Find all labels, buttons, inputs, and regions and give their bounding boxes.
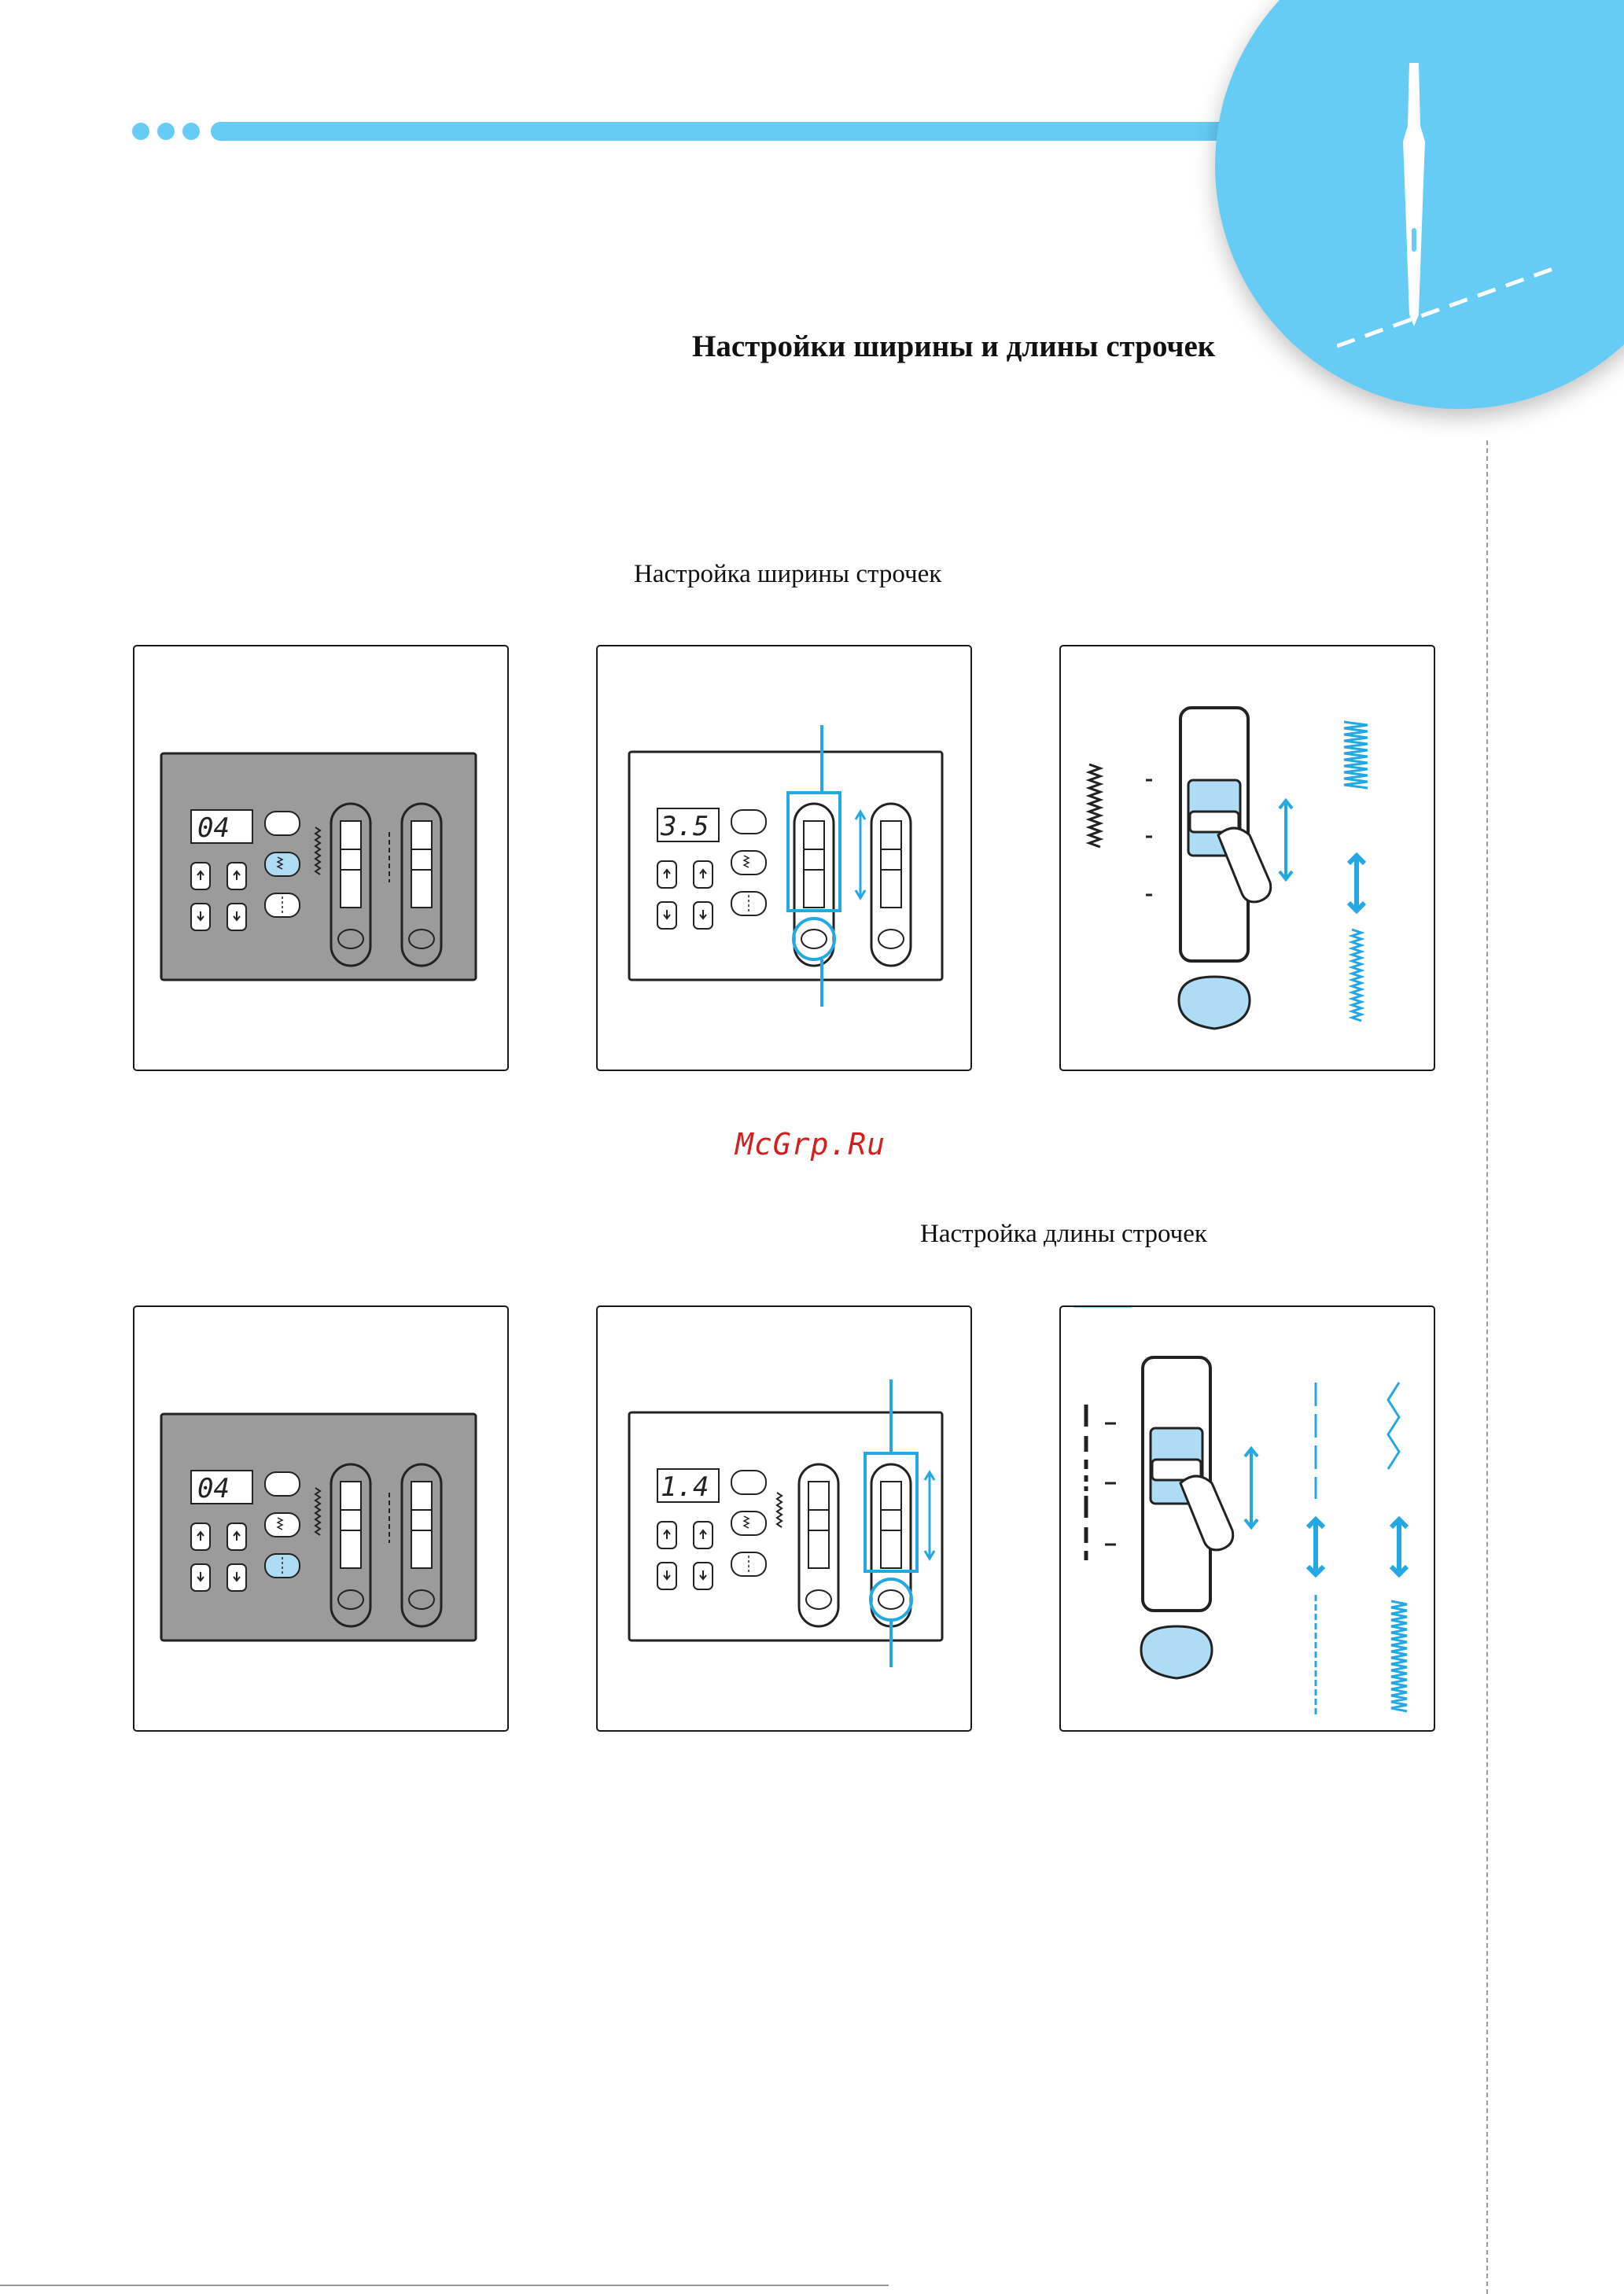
lcd-display: 3.5 xyxy=(661,811,709,842)
section-heading-width: Настройка ширины строчек xyxy=(634,560,942,588)
header-dot xyxy=(157,123,175,140)
illustration-panel-width-step2 xyxy=(596,645,972,1071)
illustration-panel-length-step2 xyxy=(596,1305,972,1732)
illustration-panel-length-step1 xyxy=(133,1305,509,1732)
needle-icon xyxy=(1337,55,1573,370)
footer-rule xyxy=(0,2285,889,2286)
header-bar xyxy=(211,122,1265,141)
header-dot xyxy=(182,123,200,140)
double-arrow-icon xyxy=(1280,801,1292,879)
lcd-display: 04 xyxy=(197,1473,230,1504)
section-heading-length: Настройка длины строчек xyxy=(920,1220,1207,1248)
zigzag-stitch-icon xyxy=(1388,1383,1399,1469)
lcd-display: 04 xyxy=(197,812,230,844)
watermark: McGrp.Ru xyxy=(735,1127,886,1162)
illustration-panel-width-step1 xyxy=(133,645,509,1071)
page-title: Настройки ширины и длины строчек xyxy=(692,330,1216,363)
illustration-panel-width-step3 xyxy=(1059,645,1435,1071)
zigzag-stitch-icon xyxy=(1344,722,1368,788)
illustration-panel-length-step3 xyxy=(1059,1305,1435,1732)
double-arrow-icon xyxy=(1245,1449,1258,1527)
lcd-display: 1.4 xyxy=(661,1471,709,1503)
header-dot xyxy=(132,123,149,140)
margin-rule xyxy=(1486,440,1488,2294)
